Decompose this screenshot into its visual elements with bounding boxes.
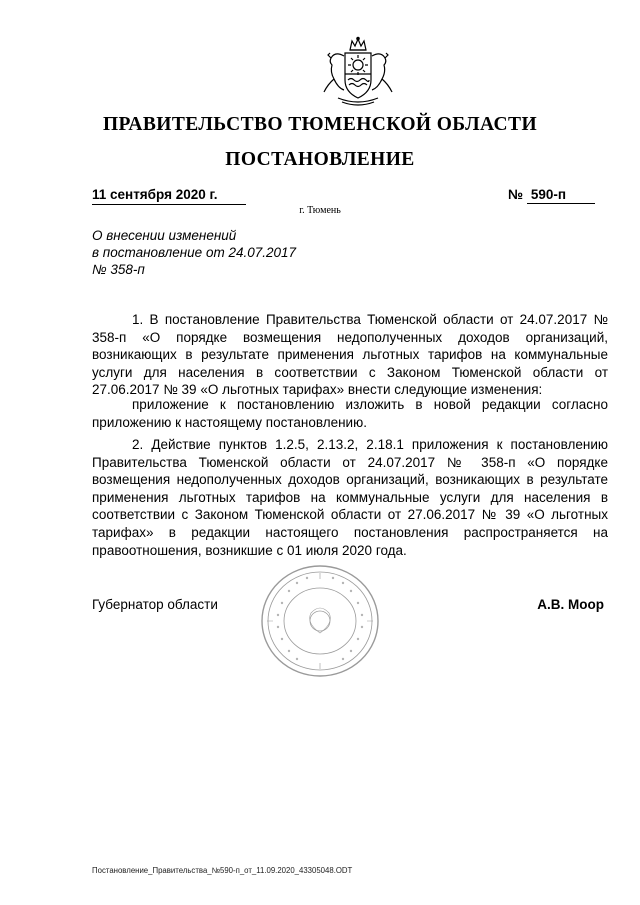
- number-prefix: №: [508, 187, 524, 202]
- body-paragraph-1: 1. В постановление Правительства Тюменской области от 24.07.2017 № 358-п «О порядке возмещения недополученных доходов организаций, возникающих в результате применения льготных тарифов на коммунальные услуги для населения в соответствии с Законом Тюменской области от 27.06.2017 № 39 «О льготных тарифах» внести следующие изменения:: [92, 312, 608, 398]
- document-place: г. Тюмень: [299, 205, 341, 216]
- official-seal-icon: [259, 563, 381, 679]
- body-paragraph-2: приложение к постановлению изложить в новой редакции согласно приложению к настоящему постановлению.: [92, 397, 608, 430]
- body-paragraph-3: 2. Действие пунктов 1.2.5, 2.13.2, 2.18.1 приложения к постановлению Правительства Тюменской области от 24.07.2017 № 358-п «О порядке возмещения недополученных доходов организаций, возникающих в результате применения льготных тарифов на коммунальные услуги для населения в соответствии с Законом Тюменской области от 27.06.2017 № 39 «О льготных тарифах» в редакции настоящего постановления распространяется на правоотношения, возникшие с 01 июля 2020 года.: [92, 437, 608, 558]
- signatory-title: Губернатор области: [92, 597, 218, 612]
- signatory-name: А.В. Моор: [537, 597, 604, 612]
- document-type-title: ПОСТАНОВЛЕНИЕ: [225, 149, 415, 170]
- document-number: 590-п: [527, 187, 595, 204]
- document-date: 11 сентября 2020 г.: [92, 187, 246, 205]
- document-number-block: [508, 187, 595, 204]
- document-subject: [92, 227, 296, 278]
- footer-filename: Постановление_Правительства_№590-п_от_11.09.2020_43305048.ODT: [92, 866, 353, 875]
- subject-line-2: в постановление от 24.07.2017: [92, 245, 297, 260]
- subject-line-1: О внесении изменений: [92, 228, 237, 243]
- coat-of-arms-icon: [318, 36, 398, 108]
- subject-line-3: № 358-п: [92, 262, 145, 277]
- organization-name: ПРАВИТЕЛЬСТВО ТЮМЕНСКОЙ ОБЛАСТИ: [102, 114, 538, 135]
